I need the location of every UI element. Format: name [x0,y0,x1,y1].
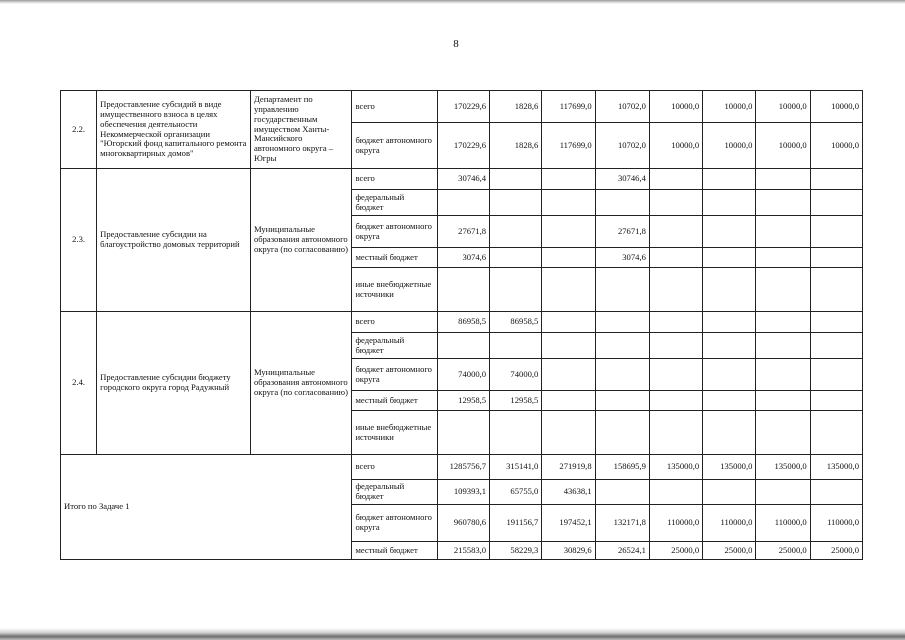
measure-name: Предоставление субсидии на благоустройство домовых территорий [97,169,251,312]
amount-cell: 109393,1 [437,480,489,505]
amount-cell [756,359,810,391]
funding-source: бюджет автономного округа [352,123,437,169]
amount-cell [756,411,810,455]
amount-cell [649,333,702,359]
funding-source: бюджет автономного округа [352,505,437,542]
page-number: 8 [453,38,459,50]
amount-cell: 117699,0 [542,91,595,123]
funding-source: бюджет автономного округа [352,216,437,248]
amount-cell [542,411,595,455]
amount-cell: 191156,7 [490,505,542,542]
amount-cell [703,411,756,455]
total-label: Итого по Задаче 1 [61,455,352,560]
row-number: 2.3. [61,169,97,312]
amount-cell: 1285756,7 [437,455,489,480]
amount-cell [703,248,756,268]
amount-cell [542,248,595,268]
funding-source: федеральный бюджет [352,480,437,505]
amount-cell: 10000,0 [703,91,756,123]
amount-cell [810,359,862,391]
funding-source: местный бюджет [352,391,437,411]
amount-cell: 26524,1 [595,542,649,560]
amount-cell [542,190,595,216]
responsible-executor: Муниципальные образования автономного округа (по согласованию) [250,312,352,455]
amount-cell [703,169,756,190]
amount-cell: 135000,0 [756,455,810,480]
amount-cell: 10000,0 [756,91,810,123]
amount-cell [649,359,702,391]
amount-cell: 10000,0 [810,123,862,169]
amount-cell: 117699,0 [542,123,595,169]
amount-cell: 110000,0 [649,505,702,542]
amount-cell: 74000,0 [490,359,542,391]
amount-cell: 1828,6 [490,91,542,123]
amount-cell [756,169,810,190]
funding-source: всего [352,169,437,190]
amount-cell [810,268,862,312]
amount-cell: 30746,4 [437,169,489,190]
funding-source: местный бюджет [352,248,437,268]
amount-cell [810,411,862,455]
amount-cell [542,268,595,312]
amount-cell [703,312,756,333]
amount-cell [810,216,862,248]
amount-cell: 170229,6 [437,123,489,169]
amount-cell: 10000,0 [756,123,810,169]
budget-table [60,90,863,560]
measure-name: Предоставление субсидии бюджету городского округа город Радужный [97,312,251,455]
row-number: 2.4. [61,312,97,455]
amount-cell: 86958,5 [490,312,542,333]
amount-cell: 27671,8 [595,216,649,248]
amount-cell [703,333,756,359]
amount-cell: 170229,6 [437,91,489,123]
amount-cell [756,480,810,505]
amount-cell [649,248,702,268]
amount-cell [703,216,756,248]
amount-cell: 215583,0 [437,542,489,560]
amount-cell [437,190,489,216]
amount-cell [490,248,542,268]
amount-cell [649,312,702,333]
amount-cell [490,411,542,455]
amount-cell: 135000,0 [703,455,756,480]
amount-cell [810,248,862,268]
amount-cell: 12958,5 [490,391,542,411]
amount-cell [595,312,649,333]
amount-cell [703,480,756,505]
amount-cell: 315141,0 [490,455,542,480]
amount-cell: 25000,0 [756,542,810,560]
amount-cell [490,190,542,216]
amount-cell: 3074,6 [437,248,489,268]
measure-name: Предоставление субсидий в виде имущественного взноса в целях обеспечения деятельности Некоммерческой организации "Югорский фонд капитального ремонта многоквартирных домов" [97,91,251,169]
amount-cell: 10000,0 [810,91,862,123]
amount-cell: 135000,0 [649,455,702,480]
amount-cell: 110000,0 [756,505,810,542]
amount-cell [542,216,595,248]
amount-cell: 158695,9 [595,455,649,480]
amount-cell [756,216,810,248]
amount-cell: 3074,6 [595,248,649,268]
amount-cell: 27671,8 [437,216,489,248]
amount-cell [542,169,595,190]
amount-cell: 10000,0 [649,91,702,123]
amount-cell [437,268,489,312]
amount-cell: 30829,6 [542,542,595,560]
amount-cell [810,312,862,333]
amount-cell [649,190,702,216]
total-row [61,455,863,480]
table-row [61,312,863,333]
amount-cell: 197452,1 [542,505,595,542]
amount-cell [437,411,489,455]
amount-cell [490,216,542,248]
amount-cell [542,333,595,359]
amount-cell [810,169,862,190]
amount-cell [595,480,649,505]
amount-cell: 25000,0 [649,542,702,560]
scan-edge-top [0,0,905,4]
amount-cell [810,333,862,359]
amount-cell [703,190,756,216]
amount-cell [649,268,702,312]
funding-source: всего [352,312,437,333]
amount-cell [542,391,595,411]
amount-cell [490,333,542,359]
table-row [61,169,863,190]
amount-cell [649,411,702,455]
amount-cell [810,480,862,505]
amount-cell [649,480,702,505]
amount-cell [756,190,810,216]
amount-cell [756,333,810,359]
funding-source: всего [352,91,437,123]
amount-cell: 65755,0 [490,480,542,505]
amount-cell [595,333,649,359]
amount-cell: 30746,4 [595,169,649,190]
funding-source: бюджет автономного округа [352,359,437,391]
responsible-executor: Департамент по управлению государственным имуществом Ханты-Мансийского автономного округа – Югры [250,91,352,169]
amount-cell [649,169,702,190]
funding-source: федеральный бюджет [352,333,437,359]
amount-cell [810,190,862,216]
amount-cell [703,391,756,411]
amount-cell [542,312,595,333]
amount-cell: 12958,5 [437,391,489,411]
amount-cell: 25000,0 [703,542,756,560]
amount-cell [437,333,489,359]
amount-cell [595,411,649,455]
amount-cell: 132171,8 [595,505,649,542]
amount-cell [810,391,862,411]
amount-cell: 43638,1 [542,480,595,505]
responsible-executor: Муниципальные образования автономного округа (по согласованию) [250,169,352,312]
table-row [61,91,863,123]
funding-source: федеральный бюджет [352,190,437,216]
amount-cell [542,359,595,391]
row-number: 2.2. [61,91,97,169]
amount-cell [703,268,756,312]
amount-cell [490,169,542,190]
amount-cell: 10000,0 [649,123,702,169]
amount-cell [595,190,649,216]
amount-cell: 58229,3 [490,542,542,560]
funding-source: местный бюджет [352,542,437,560]
amount-cell: 271919,8 [542,455,595,480]
amount-cell: 86958,5 [437,312,489,333]
amount-cell [595,359,649,391]
amount-cell [595,268,649,312]
amount-cell: 10000,0 [703,123,756,169]
amount-cell: 10702,0 [595,91,649,123]
amount-cell [649,216,702,248]
amount-cell [703,359,756,391]
amount-cell: 10702,0 [595,123,649,169]
funding-source: иные внебюджетные источники [352,411,437,455]
amount-cell: 74000,0 [437,359,489,391]
amount-cell [756,268,810,312]
amount-cell [756,248,810,268]
amount-cell [595,391,649,411]
amount-cell [756,391,810,411]
amount-cell: 110000,0 [810,505,862,542]
funding-source: всего [352,455,437,480]
funding-source: иные внебюджетные источники [352,268,437,312]
amount-cell: 25000,0 [810,542,862,560]
amount-cell [756,312,810,333]
amount-cell: 110000,0 [703,505,756,542]
amount-cell [649,391,702,411]
amount-cell: 960780,6 [437,505,489,542]
amount-cell [490,268,542,312]
scan-edge-bottom [0,628,905,640]
amount-cell: 1828,6 [490,123,542,169]
amount-cell: 135000,0 [810,455,862,480]
